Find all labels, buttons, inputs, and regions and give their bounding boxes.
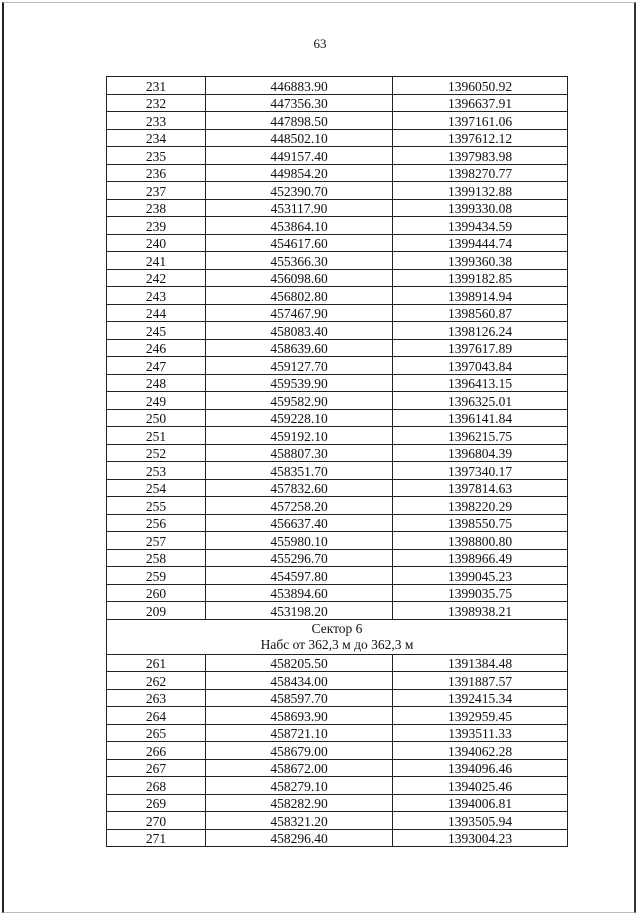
table-row [107, 287, 568, 305]
y-coordinate-cell: 1398220.29 [393, 497, 568, 515]
point-number-cell: 270 [107, 812, 206, 830]
y-coordinate-cell: 1396141.84 [393, 409, 568, 427]
point-number-cell: 252 [107, 444, 206, 462]
x-coordinate-cell: 457832.60 [206, 479, 393, 497]
y-coordinate-cell: 1396215.75 [393, 427, 568, 445]
y-coordinate-cell: 1398550.75 [393, 514, 568, 532]
table-row [107, 567, 568, 585]
x-coordinate-cell: 459192.10 [206, 427, 393, 445]
x-coordinate-cell: 458282.90 [206, 794, 393, 812]
table-row [107, 357, 568, 375]
x-coordinate-cell: 453117.90 [206, 199, 393, 217]
y-coordinate-cell: 1397983.98 [393, 147, 568, 165]
point-number-cell: 261 [107, 654, 206, 672]
x-coordinate-cell: 458205.50 [206, 654, 393, 672]
x-coordinate-cell: 458351.70 [206, 462, 393, 480]
x-coordinate-cell: 456802.80 [206, 287, 393, 305]
point-number-cell: 237 [107, 182, 206, 200]
table-row [107, 234, 568, 252]
x-coordinate-cell: 459228.10 [206, 409, 393, 427]
x-coordinate-cell: 459127.70 [206, 357, 393, 375]
x-coordinate-cell: 457467.90 [206, 304, 393, 322]
point-number-cell: 263 [107, 689, 206, 707]
sector-header-row [107, 619, 568, 654]
y-coordinate-cell: 1398800.80 [393, 532, 568, 550]
y-coordinate-cell: 1399132.88 [393, 182, 568, 200]
point-number-cell: 247 [107, 357, 206, 375]
point-number-cell: 246 [107, 339, 206, 357]
y-coordinate-cell: 1397340.17 [393, 462, 568, 480]
y-coordinate-cell: 1399045.23 [393, 567, 568, 585]
point-number-cell: 248 [107, 374, 206, 392]
point-number-cell: 265 [107, 724, 206, 742]
table-row [107, 812, 568, 830]
y-coordinate-cell: 1399182.85 [393, 269, 568, 287]
point-number-cell: 262 [107, 672, 206, 690]
table-row [107, 462, 568, 480]
table-row [107, 269, 568, 287]
y-coordinate-cell: 1393004.23 [393, 829, 568, 847]
point-number-cell: 256 [107, 514, 206, 532]
point-number-cell: 231 [107, 77, 206, 95]
point-number-cell: 241 [107, 252, 206, 270]
point-number-cell: 254 [107, 479, 206, 497]
point-number-cell: 243 [107, 287, 206, 305]
table-row [107, 514, 568, 532]
table-row [107, 532, 568, 550]
y-coordinate-cell: 1398966.49 [393, 549, 568, 567]
y-coordinate-cell: 1398126.24 [393, 322, 568, 340]
x-coordinate-cell: 449854.20 [206, 164, 393, 182]
table-row [107, 164, 568, 182]
sector-subtitle: Набс от 362,3 м до 362,3 м [260, 636, 414, 652]
x-coordinate-cell: 455980.10 [206, 532, 393, 550]
table-row [107, 339, 568, 357]
y-coordinate-cell: 1396804.39 [393, 444, 568, 462]
y-coordinate-cell: 1391384.48 [393, 654, 568, 672]
x-coordinate-cell: 459539.90 [206, 374, 393, 392]
x-coordinate-cell: 453198.20 [206, 602, 393, 620]
x-coordinate-cell: 458279.10 [206, 777, 393, 795]
point-number-cell: 268 [107, 777, 206, 795]
point-number-cell: 251 [107, 427, 206, 445]
x-coordinate-cell: 455296.70 [206, 549, 393, 567]
point-number-cell: 269 [107, 794, 206, 812]
page-number: 63 [313, 36, 327, 51]
table-row [107, 742, 568, 760]
x-coordinate-cell: 458639.60 [206, 339, 393, 357]
point-number-cell: 235 [107, 147, 206, 165]
table-row [107, 829, 568, 847]
y-coordinate-cell: 1391887.57 [393, 672, 568, 690]
x-coordinate-cell: 458296.40 [206, 829, 393, 847]
table-row [107, 409, 568, 427]
x-coordinate-cell: 449157.40 [206, 147, 393, 165]
x-coordinate-cell: 454617.60 [206, 234, 393, 252]
table-row [107, 217, 568, 235]
point-number-cell: 209 [107, 602, 206, 620]
point-number-cell: 255 [107, 497, 206, 515]
y-coordinate-cell: 1398270.77 [393, 164, 568, 182]
table-row [107, 199, 568, 217]
point-number-cell: 244 [107, 304, 206, 322]
y-coordinate-cell: 1396050.92 [393, 77, 568, 95]
point-number-cell: 259 [107, 567, 206, 585]
table-row [107, 794, 568, 812]
x-coordinate-cell: 454597.80 [206, 567, 393, 585]
point-number-cell: 266 [107, 742, 206, 760]
point-number-cell: 264 [107, 707, 206, 725]
table-row [107, 724, 568, 742]
x-coordinate-cell: 458083.40 [206, 322, 393, 340]
table-row [107, 497, 568, 515]
table-row [107, 182, 568, 200]
y-coordinate-cell: 1393511.33 [393, 724, 568, 742]
y-coordinate-cell: 1397612.12 [393, 129, 568, 147]
point-number-cell: 236 [107, 164, 206, 182]
x-coordinate-cell: 455366.30 [206, 252, 393, 270]
table-row [107, 672, 568, 690]
point-number-cell: 260 [107, 584, 206, 602]
x-coordinate-cell: 453864.10 [206, 217, 393, 235]
point-number-cell: 258 [107, 549, 206, 567]
y-coordinate-cell: 1393505.94 [393, 812, 568, 830]
x-coordinate-cell: 447898.50 [206, 112, 393, 130]
table-row [107, 759, 568, 777]
point-number-cell: 239 [107, 217, 206, 235]
point-number-cell: 250 [107, 409, 206, 427]
point-number-cell: 238 [107, 199, 206, 217]
y-coordinate-cell: 1398938.21 [393, 602, 568, 620]
sector-title: Сектор 6 [311, 620, 363, 636]
table-row [107, 777, 568, 795]
point-number-cell: 249 [107, 392, 206, 410]
point-number-cell: 245 [107, 322, 206, 340]
y-coordinate-cell: 1396413.15 [393, 374, 568, 392]
y-coordinate-cell: 1398560.87 [393, 304, 568, 322]
y-coordinate-cell: 1394025.46 [393, 777, 568, 795]
y-coordinate-cell: 1396325.01 [393, 392, 568, 410]
y-coordinate-cell: 1399330.08 [393, 199, 568, 217]
x-coordinate-cell: 458693.90 [206, 707, 393, 725]
table-row [107, 584, 568, 602]
table-row [107, 147, 568, 165]
table-row [107, 444, 568, 462]
y-coordinate-cell: 1394006.81 [393, 794, 568, 812]
y-coordinate-cell: 1397043.84 [393, 357, 568, 375]
y-coordinate-cell: 1392959.45 [393, 707, 568, 725]
y-coordinate-cell: 1398914.94 [393, 287, 568, 305]
point-number-cell: 234 [107, 129, 206, 147]
table-row [107, 392, 568, 410]
point-number-cell: 232 [107, 94, 206, 112]
coordinates-table [106, 76, 568, 847]
x-coordinate-cell: 448502.10 [206, 129, 393, 147]
y-coordinate-cell: 1392415.34 [393, 689, 568, 707]
y-coordinate-cell: 1397161.06 [393, 112, 568, 130]
point-number-cell: 267 [107, 759, 206, 777]
x-coordinate-cell: 456098.60 [206, 269, 393, 287]
x-coordinate-cell: 447356.30 [206, 94, 393, 112]
y-coordinate-cell: 1394096.46 [393, 759, 568, 777]
y-coordinate-cell: 1394062.28 [393, 742, 568, 760]
table-row [107, 252, 568, 270]
y-coordinate-cell: 1399035.75 [393, 584, 568, 602]
x-coordinate-cell: 458597.70 [206, 689, 393, 707]
table-row [107, 549, 568, 567]
table-row [107, 304, 568, 322]
y-coordinate-cell: 1399444.74 [393, 234, 568, 252]
coordinates-table-body-b [107, 654, 568, 847]
y-coordinate-cell: 1397814.63 [393, 479, 568, 497]
x-coordinate-cell: 458434.00 [206, 672, 393, 690]
point-number-cell: 257 [107, 532, 206, 550]
table-row [107, 654, 568, 672]
table-row [107, 602, 568, 620]
x-coordinate-cell: 459582.90 [206, 392, 393, 410]
sector-header [107, 619, 568, 654]
y-coordinate-cell: 1396637.91 [393, 94, 568, 112]
point-number-cell: 253 [107, 462, 206, 480]
table-row [107, 112, 568, 130]
x-coordinate-cell: 458672.00 [206, 759, 393, 777]
table-row [107, 94, 568, 112]
y-coordinate-cell: 1399434.59 [393, 217, 568, 235]
table-row [107, 689, 568, 707]
x-coordinate-cell: 458321.20 [206, 812, 393, 830]
table-row [107, 129, 568, 147]
table-row [107, 479, 568, 497]
point-number-cell: 240 [107, 234, 206, 252]
point-number-cell: 242 [107, 269, 206, 287]
x-coordinate-cell: 452390.70 [206, 182, 393, 200]
x-coordinate-cell: 458721.10 [206, 724, 393, 742]
x-coordinate-cell: 458679.00 [206, 742, 393, 760]
coordinates-table-body-a [107, 77, 568, 620]
table-row [107, 322, 568, 340]
x-coordinate-cell: 457258.20 [206, 497, 393, 515]
table-row [107, 707, 568, 725]
x-coordinate-cell: 453894.60 [206, 584, 393, 602]
x-coordinate-cell: 456637.40 [206, 514, 393, 532]
x-coordinate-cell: 458807.30 [206, 444, 393, 462]
table-row [107, 77, 568, 95]
x-coordinate-cell: 446883.90 [206, 77, 393, 95]
point-number-cell: 271 [107, 829, 206, 847]
point-number-cell: 233 [107, 112, 206, 130]
y-coordinate-cell: 1399360.38 [393, 252, 568, 270]
table-row [107, 427, 568, 445]
y-coordinate-cell: 1397617.89 [393, 339, 568, 357]
table-row [107, 374, 568, 392]
